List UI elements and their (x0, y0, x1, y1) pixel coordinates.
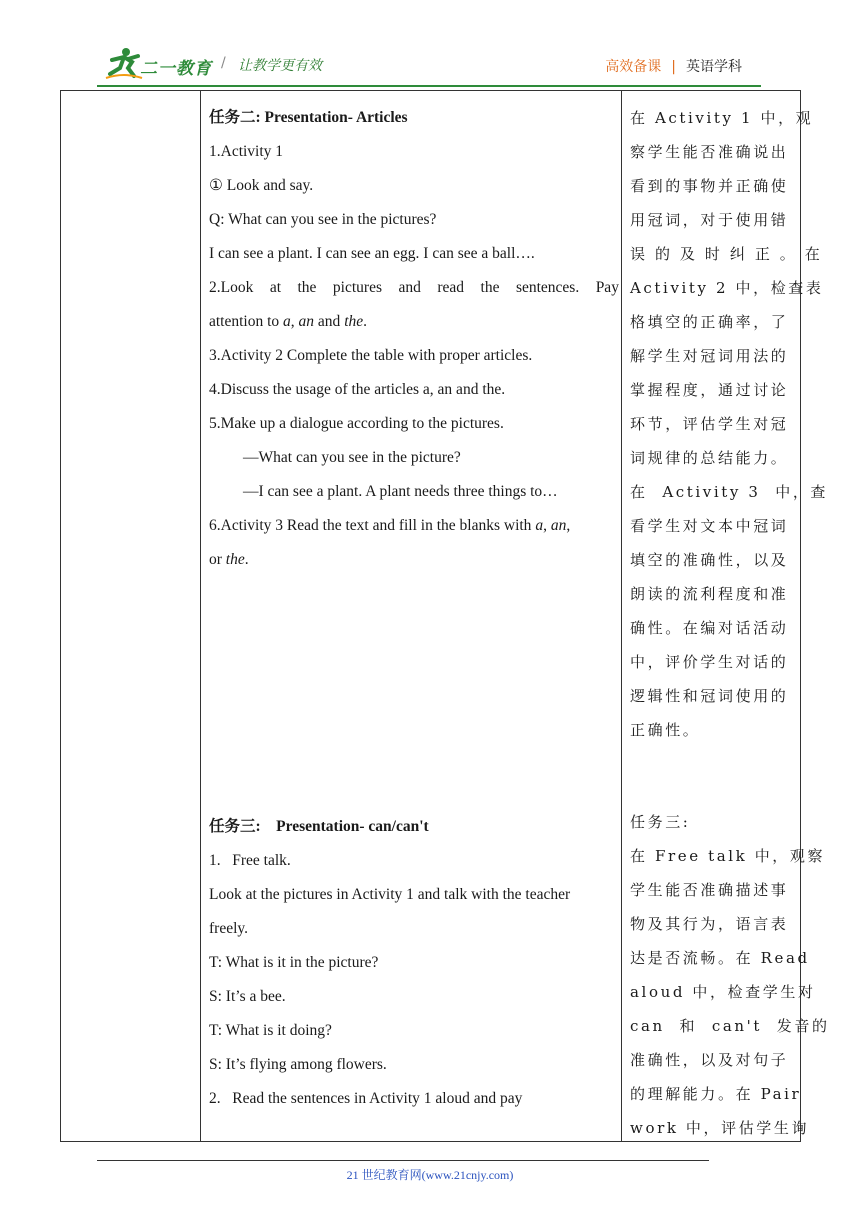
assessment-line: 用冠词，对于使用错 (630, 211, 789, 229)
assessment-block-task3 (630, 805, 830, 1145)
assessment-block-task2 (630, 101, 829, 747)
word: sentences. (515, 279, 580, 296)
task2-title: 任务二: Presentation- Articles (209, 109, 408, 126)
task3-line: 2. Read the sentences in Activity 1 aloud and pay (209, 1090, 523, 1107)
header-separator: | (671, 59, 676, 75)
task2-line (209, 271, 619, 305)
assessment-line: Activity 2 中，检查表 (630, 279, 824, 297)
task3-title: 任务三: Presentation- can/can't (209, 818, 429, 835)
task2-line: ① Look and say. (209, 177, 314, 194)
page-footer: 21 世纪教育网(www.21cnjy.com) (346, 1168, 514, 1182)
word: the (480, 279, 500, 296)
assessment-line: 察学生能否准确说出 (630, 143, 789, 161)
assessment-line: 在 Activity 1 中，观 (630, 109, 814, 127)
assessment-line: 环节，评估学生对冠 (630, 415, 789, 433)
header-subject: 英语学科 (686, 59, 742, 75)
assessment-line: 解学生对冠词用法的 (630, 347, 789, 365)
task2-line: 3.Activity 2 Complete the table with proper articles. (209, 347, 533, 364)
runner-icon (104, 46, 144, 80)
assessment-line: 在 Activity 3 中，查 (630, 483, 829, 501)
assessment-line: 掌握程度，通过讨论 (630, 381, 789, 399)
task2-line: Q: What can you see in the pictures? (209, 211, 437, 228)
word: the (297, 279, 317, 296)
assessment-line: 在 Free talk 中，观察 (630, 847, 826, 865)
column-divider-right (621, 91, 622, 1141)
word: read (437, 279, 465, 296)
header-rule (97, 85, 761, 87)
task2-line: 6.Activity 3 Read the text and fill in the blanks with a, an, (209, 517, 571, 534)
word: 2.Look (209, 279, 254, 296)
word: at (269, 279, 282, 296)
header-label: 高效备课 (605, 59, 662, 75)
assessment-line: 任务三: (630, 813, 691, 831)
task3-section (209, 810, 619, 1116)
assessment-line: 正确性。 (630, 721, 701, 739)
column-divider-left (200, 91, 201, 1141)
header-right (605, 56, 742, 76)
task2-line: attention to a, an and the. (209, 313, 367, 330)
assessment-line: 的理解能力。在 Pair (630, 1085, 802, 1103)
task2-line: I can see a plant. I can see an egg. I can see a ball…. (209, 245, 535, 262)
dialogue-line: —What can you see in the picture? (243, 449, 461, 466)
assessment-line: 准确性，以及对句子 (630, 1051, 789, 1069)
word: and (398, 279, 421, 296)
assessment-line: 词规律的总结能力。 (630, 449, 789, 467)
assessment-line: can 和 can't 发音的 (630, 1017, 830, 1035)
task2-line: 5.Make up a dialogue according to the pictures. (209, 415, 504, 432)
brand-logo (104, 46, 214, 82)
header-divider: / (221, 55, 226, 71)
task3-line: T: What is it doing? (209, 1022, 332, 1039)
task3-line: S: It’s a bee. (209, 988, 286, 1005)
word: pictures (332, 279, 382, 296)
footer-rule (97, 1160, 709, 1161)
assessment-line: aloud 中，检查学生对 (630, 983, 816, 1001)
dialogue-line: —I can see a plant. A plant needs three things to… (243, 483, 558, 500)
assessment-line: work 中，评估学生询 (630, 1119, 810, 1137)
assessment-line: 看学生对文本中冠词 (630, 517, 789, 535)
assessment-line: 学生能否准确描述事 (630, 881, 789, 899)
task2-line: 4.Discuss the usage of the articles a, an and the. (209, 381, 506, 398)
assessment-line: 中，评价学生对话的 (630, 653, 789, 671)
page-header (0, 0, 860, 92)
word: Pay (595, 279, 619, 296)
assessment-line: 误 的 及 时 纠 正 。 在 (630, 245, 823, 263)
task3-line: 1. Free talk. (209, 852, 291, 869)
task2-line: or the. (209, 551, 249, 568)
lesson-table (60, 90, 830, 1142)
assessment-line: 填空的准确性，以及 (630, 551, 789, 569)
assessment-line: 格填空的正确率，了 (630, 313, 789, 331)
task3-line: Look at the pictures in Activity 1 and talk with the teacher (209, 886, 571, 903)
brand-name: 二一教育 (140, 59, 212, 79)
assessment-line: 看到的事物并正确使 (630, 177, 789, 195)
task3-line: S: It’s flying among flowers. (209, 1056, 387, 1073)
assessment-line: 逻辑性和冠词使用的 (630, 687, 789, 705)
task3-line: freely. (209, 920, 249, 937)
assessment-line: 朗读的流利程度和准 (630, 585, 789, 603)
task2-line: 1.Activity 1 (209, 143, 284, 160)
assessment-line: 确性。在编对话活动 (630, 619, 789, 637)
task3-line: T: What is it in the picture? (209, 954, 379, 971)
assessment-line: 物及其行为，语言表 (630, 915, 789, 933)
assessment-line: 达是否流畅。在 Read (630, 949, 810, 967)
task2-section (209, 101, 619, 577)
header-slogan: 让教学更有效 (238, 58, 322, 74)
